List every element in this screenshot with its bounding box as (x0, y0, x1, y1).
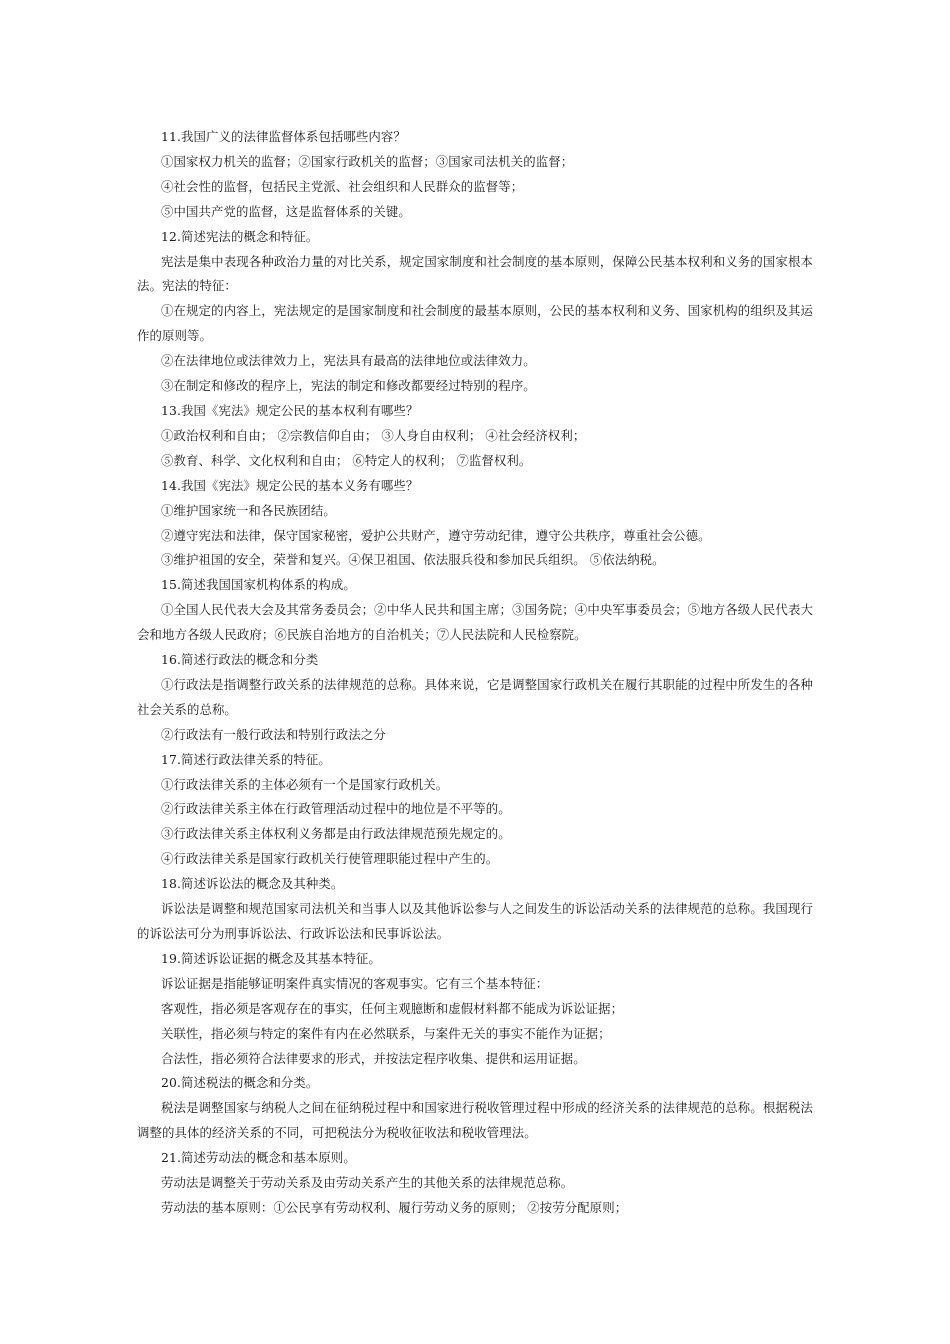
paragraph: ①行政法律关系的主体必须有一个是国家行政机关。 (161, 776, 449, 792)
paragraph: ②遵守宪法和法律，保守国家秘密，爱护公共财产，遵守劳动纪律，遵守公共秩序，尊重社会公德。 (161, 527, 711, 543)
paragraph: 13.我国《宪法》规定公民的基本权利有哪些？ (161, 402, 419, 418)
paragraph: ③行政法律关系主体权利义务都是由行政法律规范预先规定的。 (161, 826, 511, 842)
paragraph: 12.简述宪法的概念和特征。 (161, 228, 319, 244)
paragraph: ①政治权利和自由； ②宗教信仰自由； ③人身自由权利； ④社会经济权利； (161, 427, 586, 443)
paragraph: 合法性，指必须符合法律要求的形式，并按法定程序收集、提供和运用证据。 (161, 1050, 586, 1066)
paragraph: 20.简述税法的概念和分类。 (161, 1075, 319, 1091)
paragraph: ①国家权力机关的监督；②国家行政机关的监督；③国家司法机关的监督； (161, 153, 574, 169)
paragraph: 11.我国广义的法律监督体系包括哪些内容？ (161, 129, 406, 144)
paragraph: 14.我国《宪法》规定公民的基本义务有哪些？ (161, 477, 419, 493)
paragraph: ⑤教育、科学、文化权利和自由； ⑥特定人的权利； ⑦监督权利。 (161, 452, 532, 468)
paragraph: 劳动法是调整关于劳动关系及由劳动关系产生的其他关系的法律规范总称。 (161, 1175, 574, 1191)
paragraph: 宪法是集中表现各种政治力量的对比关系，规定国家制度和社会制度的基本原则，保障公民基本权利和义务的国家根本法。宪法的特征： (137, 253, 813, 294)
paragraph: ②行政法有一般行政法和特别行政法之分 (161, 726, 386, 742)
paragraph: 17.简述行政法律关系的特征。 (161, 751, 331, 767)
paragraph: 劳动法的基本原则：①公民享有劳动权利、履行劳动义务的原则； ②按劳分配原则； (161, 1199, 628, 1215)
paragraph: 18.简述诉讼法的概念及其种类。 (161, 876, 344, 892)
paragraph: ④行政法律关系是国家行政机关行使管理职能过程中产生的。 (161, 851, 499, 867)
paragraph: 21.简述劳动法的概念和基本原则。 (161, 1150, 356, 1166)
paragraph: 税法是调整国家与纳税人之间在征纳税过程中和国家进行税收管理过程中形成的经济关系的法律规范的总称。根据税法调整的具体的经济关系的不同，可把税法分为税收征收法和税收管理法。 (137, 1100, 813, 1141)
paragraph: ①维护国家统一和各民族团结。 (161, 502, 336, 518)
paragraph: 19.简述诉讼证据的概念及其基本特征。 (161, 950, 381, 966)
paragraph: ③在制定和修改的程序上，宪法的制定和修改都要经过特别的程序。 (161, 378, 536, 394)
paragraph: 诉讼证据是指能够证明案件真实情况的客观事实。它有三个基本特征： (161, 975, 549, 991)
paragraph: ①全国人民代表大会及其常务委员会；②中华人民共和国主席；③国务院；④中央军事委员会；⑤地方各级人民代表大会和地方各级人民政府；⑥民族自治地方的自治机关；⑦人民法院和人民检察院。 (137, 602, 813, 643)
paragraph: ⑤中国共产党的监督，这是监督体系的关键。 (161, 203, 411, 219)
paragraph: ①在规定的内容上，宪法规定的是国家制度和社会制度的最基本原则，公民的基本权利和义务、国家机构的组织及其运作的原则等。 (137, 303, 813, 344)
paragraph: 16.简述行政法的概念和分类 (161, 652, 319, 668)
paragraph: ②行政法律关系主体在行政管理活动过程中的地位是不平等的。 (161, 801, 511, 817)
paragraph: 客观性，指必须是客观存在的事实，任何主观臆断和虚假材料都不能成为诉讼证据； (161, 1000, 624, 1016)
paragraph: 关联性，指必须与特定的案件有内在必然联系，与案件无关的事实不能作为证据； (161, 1025, 611, 1041)
paragraph: 诉讼法是调整和规范国家司法机关和当事人以及其他诉讼参与人之间发生的诉讼活动关系的法律规范的总称。我国现行的诉讼法可分为刑事诉讼法、行政诉讼法和民事诉讼法。 (137, 901, 813, 941)
paragraph: ③维护祖国的安全，荣誉和复兴。④保卫祖国、依法服兵役和参加民兵组织。 ⑤依法纳税。 (161, 552, 665, 568)
paragraph: ②在法律地位或法律效力上，宪法具有最高的法律地位或法律效力。 (161, 353, 536, 369)
document-page (137, 125, 813, 1221)
paragraph: ①行政法是指调整行政关系的法律规范的总称。具体来说，它是调整国家行政机关在履行其职能的过程中所发生的各种社会关系的总称。 (137, 676, 813, 717)
paragraph: 15.简述我国国家机构体系的构成。 (161, 577, 356, 593)
paragraph: ④社会性的监督，包括民主党派、社会组织和人民群众的监督等； (161, 178, 524, 194)
